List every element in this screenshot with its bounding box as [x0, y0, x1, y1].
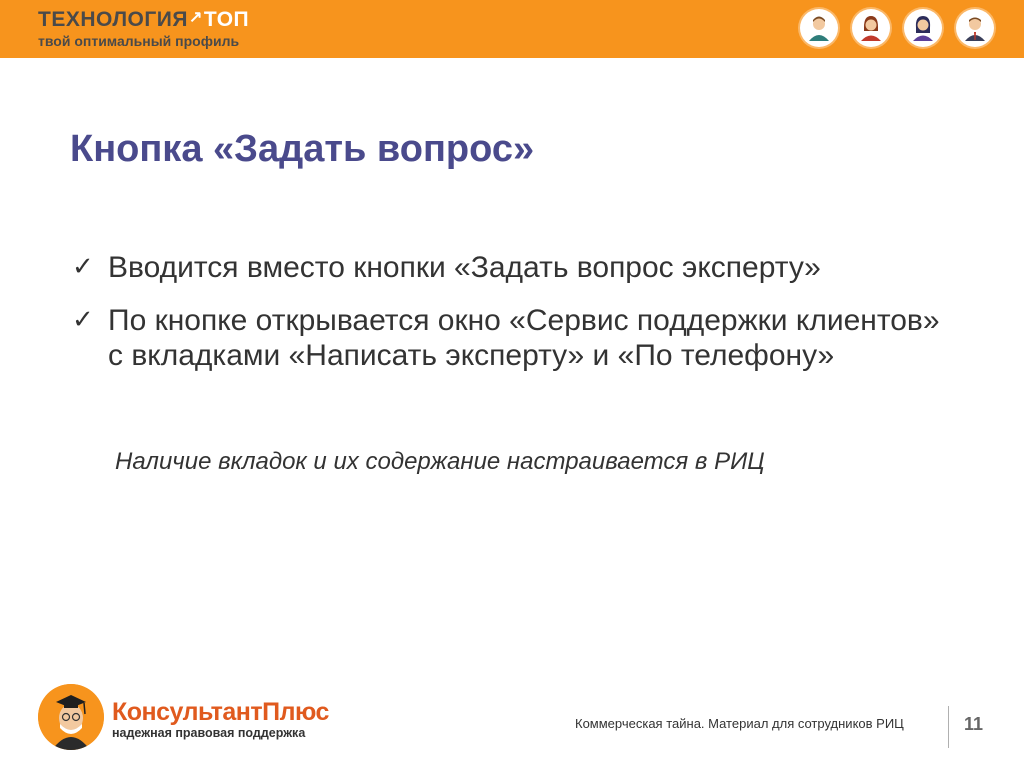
bullet-item — [72, 250, 952, 285]
confidential-note: Коммерческая тайна. Материал для сотрудников РИЦ — [575, 716, 904, 731]
brand-tagline: твой оптимальный профиль — [38, 33, 240, 49]
bullet-text: Вводится вместо кнопки «Задать вопрос эксперту» — [108, 251, 821, 284]
italic-note: Наличие вкладок и их содержание настраивается в РИЦ — [115, 448, 765, 475]
footer-divider — [948, 706, 949, 748]
brand-main-text: ТЕХНОЛОГИЯ — [38, 8, 188, 31]
page-number: 11 — [964, 714, 984, 734]
bullet-list — [72, 250, 952, 391]
slide-title: Кнопка «Задать вопрос» — [70, 128, 535, 170]
avatar-4-icon — [956, 9, 994, 47]
brand-title — [38, 6, 249, 32]
logo-name: КонсультантПлюс — [112, 698, 329, 726]
bullet-text: По кнопке открывается окно «Сервис поддержки клиентов» с вкладками «Написать эксперту» и «По телефону» — [108, 304, 940, 372]
avatar-1-icon — [800, 9, 838, 47]
header-bar — [0, 0, 1024, 58]
logo-tagline: надежная правовая поддержка — [112, 726, 306, 740]
brand-logo — [38, 6, 249, 49]
checkmark-icon: ✓ — [72, 252, 94, 282]
brand-top-text: ТОП — [203, 8, 250, 31]
professor-mascot-icon — [38, 684, 104, 750]
avatar-group — [800, 9, 994, 47]
avatar-2-icon — [852, 9, 890, 47]
bullet-item — [72, 303, 952, 373]
checkmark-icon: ✓ — [72, 305, 94, 335]
arrow-icon: ↗ — [188, 9, 203, 26]
avatar-3-icon — [904, 9, 942, 47]
